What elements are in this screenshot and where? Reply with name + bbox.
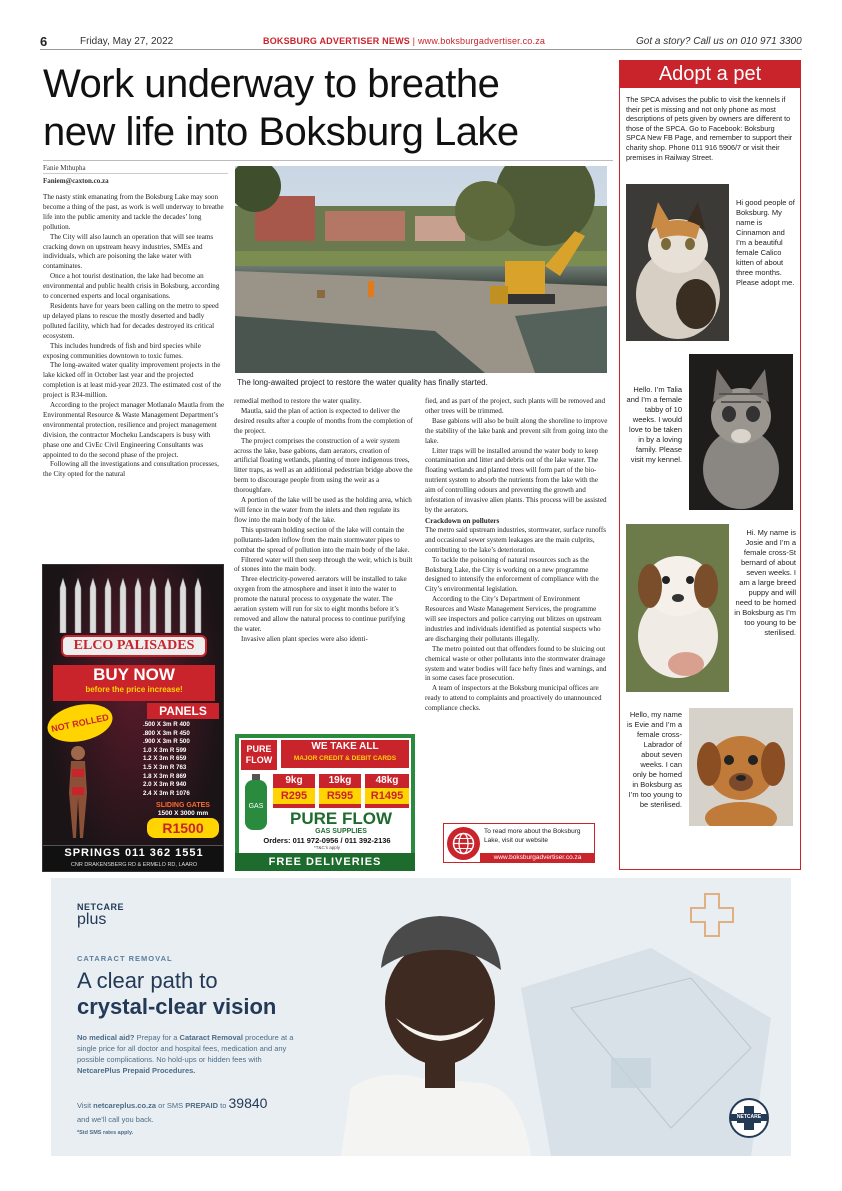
svg-text:GAS: GAS — [248, 803, 264, 810]
netcare-logo-1: NETCARE — [77, 902, 125, 912]
panel-price-row: .500 X 3m R 400 — [143, 721, 190, 728]
article-paragraph: According to the project manager Motlanalo Mautla from the Environmental Resource & Waste Management Department’s environmental protection, resilience and project management division, the contractor Mocheku Landscapers is busy with phase one and CivEc Civil Engineering Consultants was appointed to do the second phase of the project. — [43, 401, 225, 459]
byline: Fanie Mthupha — [43, 164, 86, 172]
panels-title: PANELS — [147, 703, 219, 719]
palisade-fence-icon — [55, 573, 213, 633]
netcare-ad[interactable] — [51, 878, 791, 1156]
netcare-fine-print: *Std SMS rates apply. — [77, 1130, 134, 1136]
lake-photo — [235, 166, 607, 373]
elco-footer — [43, 845, 224, 872]
elco-palisades-ad[interactable] — [42, 564, 224, 872]
pet-photo-evie — [689, 708, 793, 826]
netcare-head-2: crystal-clear vision — [77, 994, 277, 1019]
article-paragraph: Once a hot tourist destination, the lake had become an environmental and public health crisis in Boksburg, according to concerned experts and local organisations. — [43, 272, 220, 301]
sliding-gates-title: SLIDING GATES — [156, 802, 210, 809]
byline-rule — [43, 173, 228, 174]
article-paragraph: To tackle the poisoning of natural resources such as the Boksburg Lake, the City is working on a new programme designed to intensify the enforcement of compliance with the City’s environmental legislation. — [425, 555, 599, 594]
pf-price-9kg: 9kg R295 — [273, 774, 315, 808]
article-paragraph: Invasive alien plant species were also identi- — [241, 634, 368, 643]
article-paragraph: remedial method to restore the water quality. — [234, 397, 361, 405]
netcare-kicker: CATARACT REMOVAL — [77, 954, 173, 963]
article-column-1 — [43, 193, 226, 557]
pf-delivery: FREE DELIVERIES — [235, 853, 415, 871]
model-figure-icon — [53, 743, 103, 843]
pure-flow-ad[interactable] — [235, 734, 415, 871]
article-paragraph: A portion of the lake will be used as the holding area, which will fence in the water from the inlets and then regulate its flow into the main body of the lake. — [234, 496, 412, 524]
article-paragraph: Residents have for years been calling on the metro to speed up delayed plans to rescue the mostly deserted and badly polluted facility, which had for decades destroyed its critical ecosystem. — [43, 301, 219, 340]
netcare-logo-2: plus — [77, 911, 107, 928]
elco-phone[interactable]: SPRINGS 011 362 1551 — [64, 847, 204, 859]
article-paragraph: fied, and as part of the project, such plants will be removed and other trees will be trimmed. — [425, 397, 606, 415]
adopt-title: Adopt a pet — [619, 60, 801, 88]
headline-rule — [43, 160, 613, 161]
pet-photo-cinnamon — [626, 184, 729, 341]
lake-photo-graphic — [235, 166, 607, 373]
article-paragraph: The metro pointed out that offenders found to be sluicing out chemical waste or other pollutants into the stormwater drainage system and water bodies will face hefty fines and warnings, and in some cases face prosecution. — [425, 644, 607, 683]
story-contact: Got a story? Call us on 010 971 3300 — [636, 36, 802, 47]
pf-terms: *T&C’s apply — [314, 845, 340, 850]
article-paragraph: Litter traps will be installed around the water body to keep contamination and litter and debris out of the lake water. The floating wetlands and planted trees will form part of the bio-nutrient system to absorb the nutrients from the lake with the aim of controlling odours and preventing the growth and infestation of invasive alien plants. This process will be assisted by the aerators. — [425, 446, 607, 514]
article-column-2 — [234, 397, 414, 727]
pf-logo: PURE FLOW — [241, 740, 277, 770]
pet-text-cinnamon: Hi good people of Boksburg. My name is Cinnamon and I’m a beautiful female Calico kitten of about three months. Please adopt me. — [736, 198, 795, 287]
publication-name: BOKSBURG ADVERTISER NEWS — [263, 36, 410, 46]
pet-text-evie: Hello, my name is Evie and I’m a female cross-Labrador of about seven weeks. I can only be homed in Boksburg as I’m too young to be sterilised. — [626, 710, 682, 809]
article-paragraph: Base gabions will also be built along the shoreline to improve the stability of the lake bank and prevent silt from going into the lake. — [425, 416, 608, 445]
netcare-callback: and we’ll call you back. — [77, 1115, 154, 1124]
issue-date: Friday, May 27, 2022 — [80, 36, 174, 47]
panel-price-row: .900 X 3m R 500 — [143, 738, 190, 746]
netcare-badge-text: NETCARE — [731, 1114, 767, 1121]
pf-price-48kg: 48kg R1495 — [365, 774, 409, 808]
pet-photo-josie — [626, 524, 729, 692]
read-more-url[interactable]: www.boksburgadvertiser.co.za — [480, 853, 595, 863]
pet-photo-talia — [689, 354, 793, 510]
headline-line-1: Work underway to breathe — [43, 62, 500, 106]
article-paragraph: Three electricity-powered aerators will be installed to take oxygen from the atmosphere and inset it into the water to promote the natural process to oxygenate the water. The aeration system will run for six to eight months before it’s removed and allow the natural process to continue purifying the water. — [234, 575, 407, 633]
panel-price-row: 2.4 X 3m R 1076 — [143, 789, 190, 797]
elco-brand: ELCO PALISADES — [61, 635, 207, 657]
photo-caption: The long-awaited project to restore the water quality has finally started. — [237, 378, 488, 387]
page-number: 6 — [40, 34, 48, 49]
globe-icon — [447, 827, 480, 860]
publication-header: BOKSBURG ADVERTISER NEWS | www.boksburgadvertiser.co.za — [263, 36, 546, 46]
article-paragraph: This upstream holding section of the lake will contain the pollutants-laden inflow from the main stormwater pipes to combat the spread of pollution into the main body of the lake. — [234, 525, 410, 554]
article-paragraph: The long-awaited water quality improvement projects in the lake kicked off in October last year and the projected completion is at least mid-year 2023. The estimated cost of the project is R34-million. — [43, 361, 222, 400]
sliding-gates-size: 1500 X 3000 mm — [157, 810, 209, 817]
pf-cards: MAJOR CREDIT & DEBIT CARDS — [293, 755, 397, 762]
netcare-badge-icon — [729, 1098, 769, 1138]
panel-price-row: .800 X 3m R 450 — [143, 729, 190, 737]
article-paragraph: The nasty stink emanating from the Boksburg Lake may soon become a thing of the past, as work is well underway to breathe life into the public amenity and tackle the decades’ long pollution. — [43, 193, 224, 231]
headline-line-2: new life into Boksburg Lake — [43, 110, 519, 154]
netcare-head-1: A clear path to — [77, 968, 218, 993]
before-increase: before the price increase! — [85, 685, 183, 694]
elco-address: CNR DRAKENSBERG RD & ERMELO RD, LAARO — [70, 862, 198, 868]
pet-text-josie: Hi. My name is Josie and I’m a female cross-St bernard of about seven weeks. I am a large breed puppy and will need to be homed in Boksburg as I’m too young to be sterilised. — [734, 528, 796, 637]
article-paragraph: According to the City’s Department of Environment Resources and Waste Management Services, the programme will see inspectors and police carrying out blitzes on upstream industries and individuals identified as potential suspects who are discharging their pollutants illegally. — [425, 595, 602, 643]
headline — [43, 60, 618, 156]
publication-website[interactable]: www.boksburgadvertiser.co.za — [417, 36, 546, 46]
pf-brand: PURE FLOW — [290, 809, 392, 828]
panel-price-list — [143, 721, 223, 798]
panel-price-row: 1.8 X 3m R 869 — [143, 772, 187, 780]
netcare-sms-number: 39840 — [228, 1095, 268, 1111]
pf-cards-banner — [281, 740, 409, 768]
pf-take-all: WE TAKE ALL — [311, 741, 379, 752]
gas-cylinder-icon — [243, 774, 269, 832]
read-more-box[interactable] — [443, 823, 595, 863]
read-more-text: To read more about the Boksburg Lake, visit our website — [484, 828, 581, 844]
author-email[interactable]: Faniem@caxton.co.za — [43, 177, 109, 185]
panel-price-row: 1.2 X 3m R 659 — [143, 755, 187, 763]
article-paragraph: Mautla, said the plan of action is expected to deliver the desired results after a couple of months from the completion of the project. — [234, 406, 413, 435]
header-rule — [40, 49, 802, 50]
sliding-gates-price: R1500 — [147, 818, 219, 838]
article-paragraph: This includes hundreds of fish and bird species while exposing communities downtown to toxic fumes. — [43, 341, 201, 360]
article-paragraph: A team of inspectors at the Boksburg municipal offices are ready to attend to complaints and proactively do unannounced compliance checks. — [425, 684, 602, 713]
article-paragraph: Following all the investigations and consultation processes, the City opted for the natural — [43, 460, 219, 479]
netcare-body: No medical aid? Prepay for a Cataract Removal procedure at a single price for all doctor and hospital fees, medication and any possible complications. No hold-ups or hidden fees with NetcarePlus Prepaid Procedures. — [77, 1033, 294, 1075]
panel-price-row: 2.0 X 3m R 940 — [143, 781, 187, 789]
netcare-visit: Visit netcareplus.co.za or SMS PREPAID to 39840 — [77, 1095, 268, 1111]
netcare-url[interactable]: netcareplus.co.za — [93, 1101, 157, 1110]
pf-supplies: GAS SUPPLIES — [315, 828, 367, 835]
article-paragraph: The metro said upstream industries, stormwater, surface runoffs and occasional sewer system leakages are the main culprits, contributing to the lake’s deterioration. — [425, 525, 607, 554]
buy-now: BUY NOW — [93, 665, 175, 684]
pf-price-19kg: 19kg R595 — [319, 774, 361, 808]
panel-price-row: 1.5 X 3m R 763 — [143, 763, 187, 771]
subheading: Crackdown on polluters — [425, 516, 500, 525]
panel-price-row: 1.0 X 3m R 599 — [143, 746, 187, 754]
article-paragraph: The City will also launch an operation that will see teams cracking down on upstream heavy industries, SMEs and individuals, which are poisoning the lake water with contaminates. — [43, 232, 214, 271]
adopt-intro: The SPCA advises the public to visit the kennels if their pet is missing and not only phone as most descriptions of pets given by owners are different to those of the SPCA. Go to Facebook: Boksburg SPCA New FB Page, and remember to support their charity shop. Phone 011 916 5906/7 or visit their premises in Railway Street. — [626, 95, 793, 162]
buy-now-banner — [53, 665, 215, 701]
pf-orders[interactable]: Orders: 011 972-0956 / 011 392-2136 — [263, 836, 391, 845]
article-column-3 — [425, 397, 608, 819]
article-paragraph: Filtered water will then seep through the weir, which is built of stones into the main body. — [234, 555, 413, 574]
article-paragraph: The project comprises the construction of a weir system across the lake, base gabions, dam aerators, creation of artificial floating wetlands, planting of more indigenous trees, litter traps, as well as an additional pedestrian bridge above the berm to discourage people from using the weir as a thoroughfare. — [234, 436, 413, 495]
pet-text-talia: Hello. I’m Talia and I’m a female tabby of 10 weeks. I would love to be taken in by a loving family. Please visit my kennel. — [626, 385, 682, 464]
not-rolled-badge: NOT ROLLED — [44, 699, 116, 748]
